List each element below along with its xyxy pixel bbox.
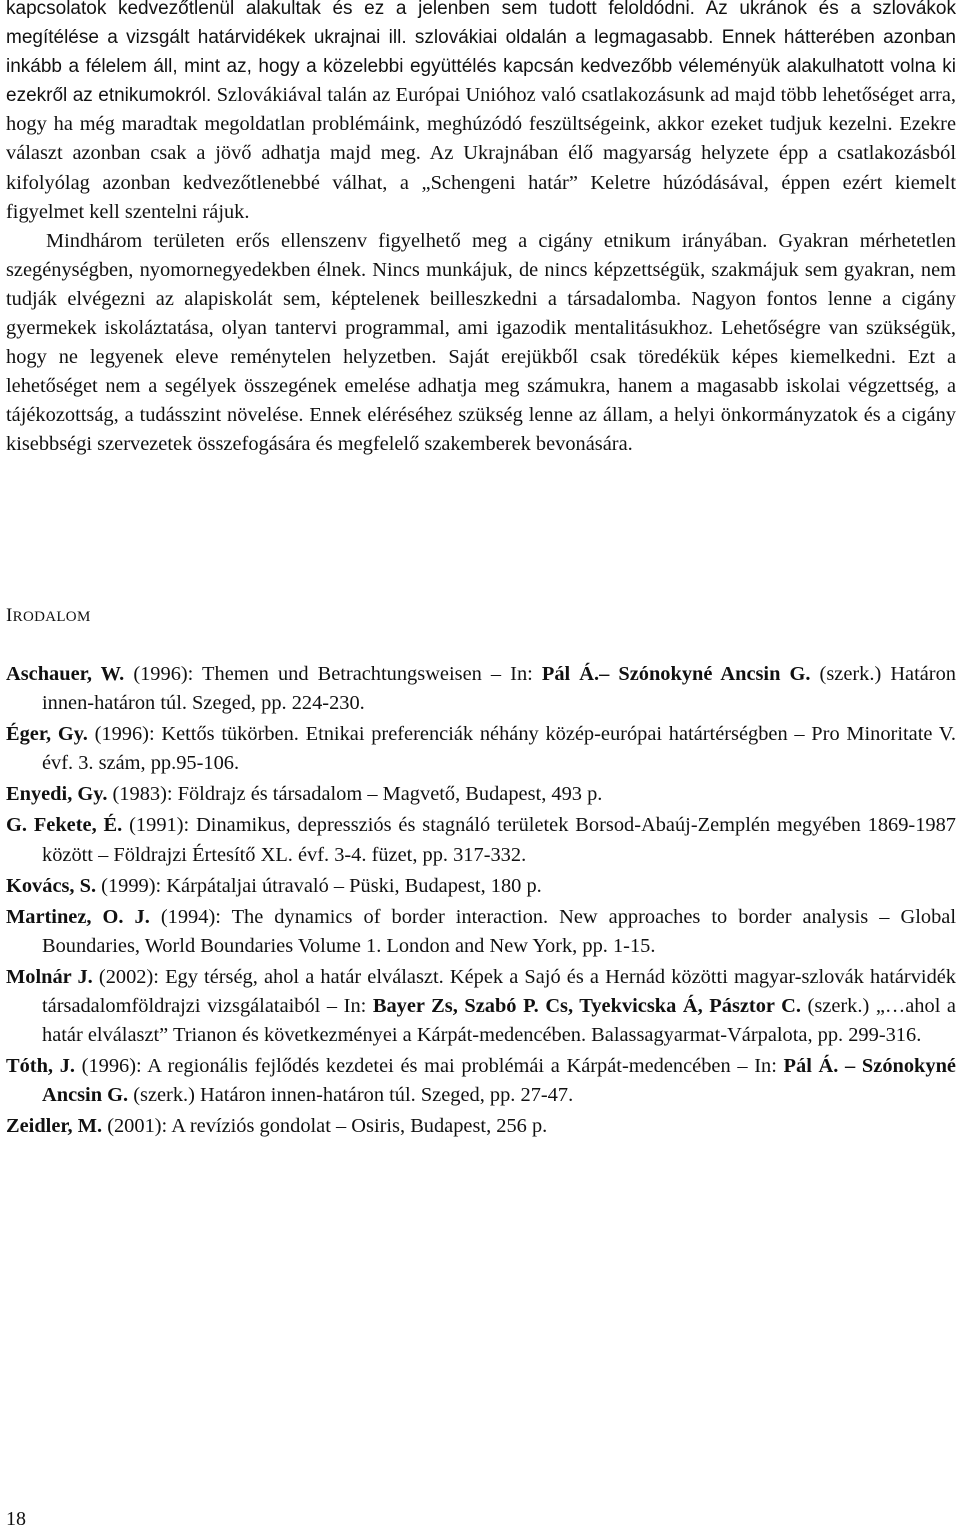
reference-editors: Pál Á. – Szónokyné Ancsin G. xyxy=(42,1055,956,1107)
page-number: 18 xyxy=(6,1508,26,1530)
reference-item xyxy=(6,720,956,778)
section-heading xyxy=(6,605,91,627)
reference-item xyxy=(6,811,956,869)
heading-rest: RODALOM xyxy=(12,609,91,625)
reference-text: (1996): Themen und Betrachtungsweisen – In: xyxy=(124,663,542,685)
reference-text: (2001): A revíziós gondolat – Osiris, Budapest, 256 p. xyxy=(102,1115,548,1138)
reference-author: Martinez, O. J. xyxy=(6,905,150,928)
reference-text: (1996): A regionális fejlődés kezdetei és mai problémái a Kárpát-medencében – In: xyxy=(75,1055,784,1078)
reference-item xyxy=(6,1052,956,1110)
paragraph-2: Mindhárom területen erős ellenszenv figyelhető meg a cigány etnikum irányában. Gyakran mérhetetlen szegénységben, nyomornegyedekben élnek. Nincs munkájuk, de nincs képzettségük, szakmájuk sem gyakran, nem tudják elvégezni az alapiskolát sem, képtelenek beilleszkedni a társadalomba. Nagyon fontos lenne a cigány gyermekek iskoláztatása, olyan tantervi programmal, ami igazodik mentalitásukhoz. Lehetőségre van szükségük, hogy ne legyenek eleve reménytelen helyzetben. Saját erejükből csak töredékük képes kiemelkedni. Ezt a lehetőséget nem a segélyek összegének emelése adhatja meg számukra, hanem a magasabb iskolai végzettség, a tájékozottság, a tudásszint növelése. Ennek eléréséhez szükség lenne az állam, a helyi önkormányzatok és a cigány kisebbségi szervezetek összefogására és megfelelő szakemberek bevonására. xyxy=(6,229,956,456)
reference-item xyxy=(6,903,956,961)
body-text xyxy=(6,0,956,460)
reference-item xyxy=(6,660,956,718)
reference-text: (1996): Kettős tükörben. Etnikai preferenciák néhány közép-európai határtérségben – Pro Minoritate V. évf. 3. szám, pp.95-106. xyxy=(42,723,956,775)
reference-author: Molnár J. xyxy=(6,965,93,988)
reference-item xyxy=(6,963,956,1050)
reference-author: Tóth, J. xyxy=(6,1055,75,1078)
paragraph-1 xyxy=(6,0,956,227)
reference-author: Enyedi, Gy. xyxy=(6,783,108,806)
paragraph-1-serif: Szlovákiával talán az Európai Unióhoz való csatlakozásunk ad majd több lehetőséget arra, hogy ha még maradtak megoldatlan problémáink, meghúzódó feszültségeink, akkor ezeket tudjuk kezelni. Ezekre választ azonban csak a jövő adhatja majd meg. xyxy=(6,84,956,165)
reference-tail: (szerk.) Határon innen-határon túl. Szeged, pp. 224-230. xyxy=(42,663,956,715)
paragraph-1-sans: kapcsolatok kedvezőtlenül alakultak és ez a jelenben sem tudott feloldódni. Az ukránok és a szlovákok megítélése a vizsgált határvidékek ukrajnai ill. szlovákiai oldalán a legmagasabb. Ennek hátterében azonban inkább a félelem áll, mint az, hogy a közelebbi együttélés kapcsán kedvezőbb véleményük alakulhatott volna ki ezekről az etnikumokról. xyxy=(6,0,956,107)
reference-text: (1994): The dynamics of border interaction. New approaches to border analysis – Global Boundaries, World Boundaries Volume 1. London and New York, pp. 1-15. xyxy=(42,905,957,957)
reference-text: (1999): Kárpátaljai útravaló – Püski, Budapest, 180 p. xyxy=(96,874,542,897)
reference-list xyxy=(6,660,956,1144)
heading-initial: I xyxy=(6,605,13,626)
reference-text: (1983): Földrajz és társadalom – Magvető, Budapest, 493 p. xyxy=(107,783,603,806)
reference-editors: Pál Á.– Szónokyné Ancsin G. xyxy=(541,663,811,685)
reference-text: (1991): Dinamikus, depressziós és stagnáló területek Borsod-Abaúj-Zemplén megyében 1869-1987 között – Földrajzi Értesítő XL. évf. 3-4. füzet, pp. 317-332. xyxy=(42,814,957,866)
paragraph-1-serif-end: Az Ukrajnában élő magyarság helyzete épp a csatlakozásból kifolyólag azonban kedvezőtlenebbé válhat, a „Schengeni határ” Keletre húzódásával, éppen ezért kiemelt figyelmet kell szentelni rájuk. xyxy=(6,142,956,223)
reference-tail: (szerk.) Határon innen-határon túl. Szeged, pp. 27-47. xyxy=(128,1084,574,1107)
reference-item xyxy=(6,872,956,901)
reference-text: (2002): Egy térség, ahol a határ elválaszt. Képek a Sajó és a Hernád közötti magyar-szlovák határvidék társadalomföldrajzi vizsgálataiból – In: xyxy=(42,965,957,1018)
reference-author: Aschauer, W. xyxy=(6,663,125,685)
reference-author: Zeidler, M. xyxy=(6,1115,103,1138)
reference-author: Kovács, S. xyxy=(6,874,97,897)
reference-editors: Bayer Zs, Szabó P. Cs, Tyekvicska Á, Pásztor C. xyxy=(372,995,801,1018)
reference-item xyxy=(6,780,956,809)
reference-author: Éger, Gy. xyxy=(6,723,88,746)
reference-author: G. Fekete, É. xyxy=(6,814,123,837)
reference-item xyxy=(6,1112,956,1141)
reference-tail: (szerk.) „…ahol a határ elválaszt” Trianon és következményei a Kárpát-medencében. Balassagyarmat-Várpalota, pp. 299-316. xyxy=(42,995,956,1047)
